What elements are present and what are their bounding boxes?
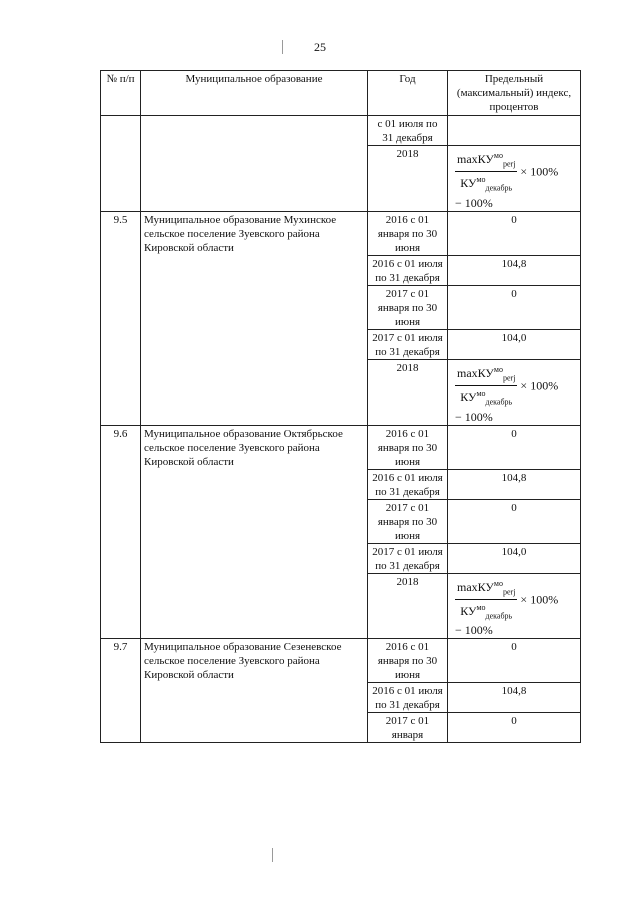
index-formula xyxy=(451,575,577,638)
scan-artifact-bottom xyxy=(272,848,273,862)
index-value: 104,8 xyxy=(448,255,581,285)
index-value-formula xyxy=(448,573,581,639)
row-number xyxy=(101,116,141,212)
period-cell: 2017 с 01 января xyxy=(368,713,448,743)
period-cell: 2016 с 01 января по 30 июня xyxy=(368,639,448,683)
period-cell: 2018 xyxy=(368,359,448,425)
index-value: 104,8 xyxy=(448,469,581,499)
index-value: 0 xyxy=(448,425,581,469)
municipality-name xyxy=(141,116,368,212)
scan-artifact-top xyxy=(282,40,283,54)
table-row xyxy=(101,211,581,255)
formula-numerator: maxКУ$^{мо}_{perj}$ xyxy=(455,149,517,172)
index-formula xyxy=(451,147,577,210)
period-cell: 2016 с 01 июля по 31 декабря xyxy=(368,255,448,285)
index-value: 0 xyxy=(448,499,581,543)
period-cell: 2016 с 01 января по 30 июня xyxy=(368,425,448,469)
formula-denominator: $КУ^{мо}_{декабрь}$ xyxy=(460,389,513,407)
formula-denominator: $КУ^{мо}_{декабрь}$ xyxy=(460,602,513,621)
period-cell: 2018 xyxy=(368,573,448,639)
header-year: Год xyxy=(368,71,448,116)
header-num: № п/п xyxy=(101,71,141,116)
municipality-name: Муниципальное образование Сезеневское сельское поселение Зуевского района Кировской области xyxy=(141,639,368,743)
formula-times: × 100% xyxy=(520,591,559,606)
period-cell: 2017 с 01 июля по 31 декабря xyxy=(368,543,448,573)
municipality-name: Муниципальное образование Мухинское сельское поселение Зуевского района Кировской области xyxy=(141,211,368,425)
period-cell: с 01 июля по 31 декабря xyxy=(368,116,448,146)
header-name: Муниципальное образование xyxy=(141,71,368,116)
index-value xyxy=(448,116,581,146)
formula-fraction xyxy=(455,149,517,195)
formula-times: × 100% xyxy=(520,164,559,179)
row-number: 9.6 xyxy=(101,425,141,639)
table-row xyxy=(101,116,581,146)
table-row xyxy=(101,639,581,683)
index-value: 104,0 xyxy=(448,329,581,359)
index-table xyxy=(100,70,581,743)
formula-denominator: $КУ^{мо}_{декабрь}$ xyxy=(460,175,513,193)
row-number: 9.5 xyxy=(101,211,141,425)
page-number: 25 xyxy=(314,40,326,54)
index-value: 0 xyxy=(448,285,581,329)
period-cell: 2016 с 01 июля по 31 декабря xyxy=(368,469,448,499)
period-cell: 2018 xyxy=(368,146,448,212)
index-value: 0 xyxy=(448,211,581,255)
row-number: 9.7 xyxy=(101,639,141,743)
formula-minus: − 100% xyxy=(455,409,493,424)
period-cell: 2017 с 01 января по 30 июня xyxy=(368,499,448,543)
index-value-formula xyxy=(448,359,581,425)
formula-times: × 100% xyxy=(520,378,559,393)
period-cell: 2016 с 01 июля по 31 декабря xyxy=(368,683,448,713)
formula-minus: − 100% xyxy=(455,623,493,638)
index-value: 0 xyxy=(448,713,581,743)
table-row xyxy=(101,425,581,469)
period-cell: 2017 с 01 июля по 31 декабря xyxy=(368,329,448,359)
header-value: Предельный (максимальный) индекс, процентов xyxy=(448,71,581,116)
formula-minus: − 100% xyxy=(455,195,493,210)
formula-numerator: maxКУ$^{мо}_{perj}$ xyxy=(455,577,517,600)
table-body xyxy=(101,116,581,743)
index-value: 104,8 xyxy=(448,683,581,713)
index-value-formula xyxy=(448,146,581,212)
period-cell: 2016 с 01 января по 30 июня xyxy=(368,211,448,255)
index-formula xyxy=(451,361,577,424)
municipality-name: Муниципальное образование Октябрьское сельское поселение Зуевского района Кировской области xyxy=(141,425,368,639)
formula-numerator: maxКУ$^{мо}_{perj}$ xyxy=(455,363,517,386)
table-header-row xyxy=(101,71,581,116)
index-value: 0 xyxy=(448,639,581,683)
formula-fraction xyxy=(455,363,517,409)
formula-fraction xyxy=(455,577,517,623)
period-cell: 2017 с 01 января по 30 июня xyxy=(368,285,448,329)
index-value: 104,0 xyxy=(448,543,581,573)
